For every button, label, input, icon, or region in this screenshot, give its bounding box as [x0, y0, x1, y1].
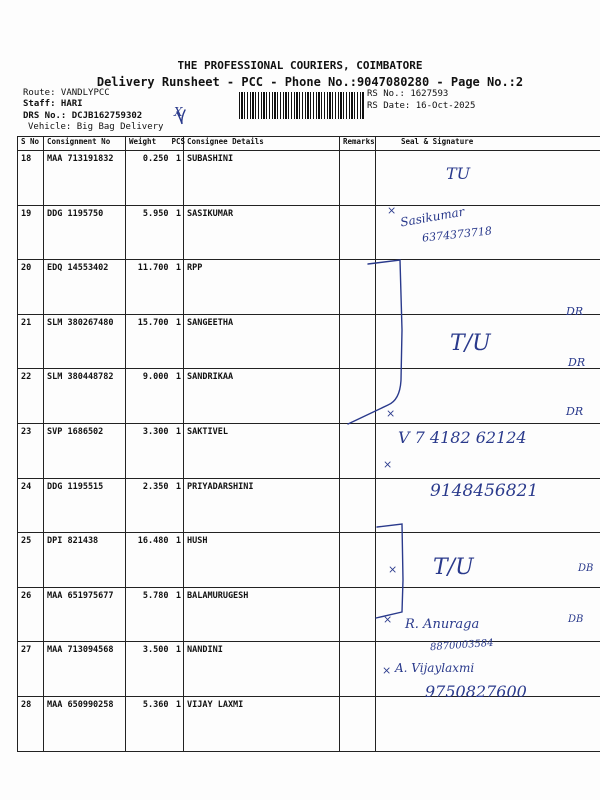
hw-tu-rows21-22: T/U — [450, 331, 491, 356]
row-consignment: MAA 650990258 — [44, 696, 126, 751]
drs-mark: X — [174, 105, 183, 119]
row-pcs: 1 — [172, 642, 184, 697]
row-consignment: SVP 1686502 — [44, 423, 126, 478]
hw-dr-row22: DR — [568, 356, 586, 369]
row-seal — [376, 696, 600, 751]
company-title: THE PROFESSIONAL COURIERS, COIMBATORE — [177, 59, 423, 72]
table-row — [18, 533, 600, 588]
row-consignee: RPP — [184, 260, 340, 315]
col-sno: S No — [18, 137, 44, 151]
drs-number: DRS No.: DCJB162759302 — [23, 111, 143, 121]
row-weight: 15.700 — [126, 314, 172, 369]
rs-number: RS No.: 1627593 — [367, 89, 449, 99]
hw-tu-row26: T/U — [433, 555, 474, 580]
row-pcs: 1 — [172, 587, 184, 642]
hw-phone-row23: V 7 4182 62124 — [398, 428, 527, 447]
row-consignee: VIJAY LAXMI — [184, 696, 340, 751]
row-sno: 21 — [18, 314, 44, 369]
hw-db-row27: DB — [568, 614, 584, 625]
row-weight: 2.350 — [126, 478, 172, 533]
row-consignment: MAA 713094568 — [44, 642, 126, 697]
row-remarks — [340, 205, 376, 260]
hw-sig-row27: R. Anuraga — [405, 617, 480, 632]
row-remarks — [340, 423, 376, 478]
col-consignment: Consignment No — [44, 137, 126, 151]
row-sno: 24 — [18, 478, 44, 533]
row-weight: 9.000 — [126, 369, 172, 424]
row-pcs: 1 — [172, 533, 184, 588]
col-seal: Seal & Signature — [376, 137, 600, 151]
row-seal — [376, 533, 600, 588]
row-consignee: SUBASHINI — [184, 151, 340, 206]
table-row — [18, 587, 600, 642]
row-sno: 26 — [18, 587, 44, 642]
runsheet-subtitle: Delivery Runsheet - PCC - Phone No.:9047080280 - Page No.:2 — [96, 75, 524, 89]
hw-tu-row18: TU — [446, 164, 471, 183]
row-consignee: HUSH — [184, 533, 340, 588]
row-consignment: DDG 1195515 — [44, 478, 126, 533]
barcode — [239, 92, 364, 119]
table-row — [18, 314, 600, 369]
hw-phone-row19: 6374373718 — [421, 224, 493, 245]
row-remarks — [340, 260, 376, 315]
row-sno: 23 — [18, 423, 44, 478]
row-consignee: SANDRIKAA — [184, 369, 340, 424]
row-consignee: BALAMURUGESH — [184, 587, 340, 642]
row-consignment: DDG 1195750 — [44, 205, 126, 260]
col-pcs: PCS — [172, 137, 184, 151]
hw-x-row26: × — [388, 563, 398, 576]
hw-sig-row19: Sasikumar — [399, 204, 466, 230]
hw-db-row26: DB — [578, 563, 594, 574]
row-consignee: SAKTIVEL — [184, 423, 340, 478]
row-consignment: EDQ 14553402 — [44, 260, 126, 315]
staff-label: Staff: HARI — [23, 99, 83, 109]
row-pcs: 1 — [172, 423, 184, 478]
hw-dr-row23: DR — [566, 405, 584, 418]
row-weight: 5.780 — [126, 587, 172, 642]
row-sno: 18 — [18, 151, 44, 206]
row-weight: 11.700 — [126, 260, 172, 315]
row-sno: 19 — [18, 205, 44, 260]
col-weight: Weight — [126, 137, 172, 151]
rs-date: RS Date: 16-Oct-2025 — [367, 101, 476, 111]
row-weight: 3.500 — [126, 642, 172, 697]
row-weight: 3.300 — [126, 423, 172, 478]
row-remarks — [340, 642, 376, 697]
row-consignee: NANDINI — [184, 642, 340, 697]
row-consignment: MAA 651975677 — [44, 587, 126, 642]
row-consignment: MAA 713191832 — [44, 151, 126, 206]
row-consignee: SANGEETHA — [184, 314, 340, 369]
row-sno: 27 — [18, 642, 44, 697]
col-remarks: Remarks — [340, 137, 376, 151]
hw-x-row27: × — [383, 613, 393, 626]
table-row — [18, 151, 600, 206]
hw-x-row24: × — [383, 458, 393, 471]
row-pcs: 1 — [172, 696, 184, 751]
row-sno: 22 — [18, 369, 44, 424]
hw-x-row19: × — [387, 204, 397, 217]
row-seal — [376, 151, 600, 206]
row-sno: 28 — [18, 696, 44, 751]
row-remarks — [340, 314, 376, 369]
row-consignment: DPI 821438 — [44, 533, 126, 588]
route-label: Route: VANDLYPCC — [23, 88, 110, 98]
row-consignee: SASIKUMAR — [184, 205, 340, 260]
table-row — [18, 205, 600, 260]
hw-phone-row28: 9750827600 — [425, 682, 527, 701]
row-pcs: 1 — [172, 314, 184, 369]
table-header-row — [18, 137, 600, 151]
col-consignee: Consignee Details — [184, 137, 340, 151]
row-consignment: SLM 380448782 — [44, 369, 126, 424]
hw-x-row23: × — [386, 407, 396, 420]
hw-phone-row27: 8870003584 — [429, 637, 494, 654]
row-remarks — [340, 369, 376, 424]
row-remarks — [340, 151, 376, 206]
row-weight: 0.250 — [126, 151, 172, 206]
row-sno: 20 — [18, 260, 44, 315]
row-pcs: 1 — [172, 205, 184, 260]
row-consignment: SLM 380267480 — [44, 314, 126, 369]
table-row — [18, 369, 600, 424]
vehicle-label: Vehicle: Big Bag Delivery — [28, 122, 164, 132]
row-pcs: 1 — [172, 151, 184, 206]
row-weight: 5.950 — [126, 205, 172, 260]
hw-x-row28: × — [382, 664, 392, 677]
hw-phone-row24: 9148456821 — [430, 481, 539, 501]
row-weight: 5.360 — [126, 696, 172, 751]
row-remarks — [340, 587, 376, 642]
row-remarks — [340, 696, 376, 751]
row-pcs: 1 — [172, 260, 184, 315]
table-row — [18, 696, 600, 751]
row-pcs: 1 — [172, 369, 184, 424]
row-weight: 16.480 — [126, 533, 172, 588]
row-remarks — [340, 533, 376, 588]
row-sno: 25 — [18, 533, 44, 588]
hw-dr-row21: DR — [566, 305, 584, 318]
row-seal — [376, 587, 600, 642]
row-consignee: PRIYADARSHINI — [184, 478, 340, 533]
row-remarks — [340, 478, 376, 533]
hw-sig-row28: A. Vijaylaxmi — [395, 661, 475, 675]
table-row — [18, 260, 600, 315]
row-pcs: 1 — [172, 478, 184, 533]
